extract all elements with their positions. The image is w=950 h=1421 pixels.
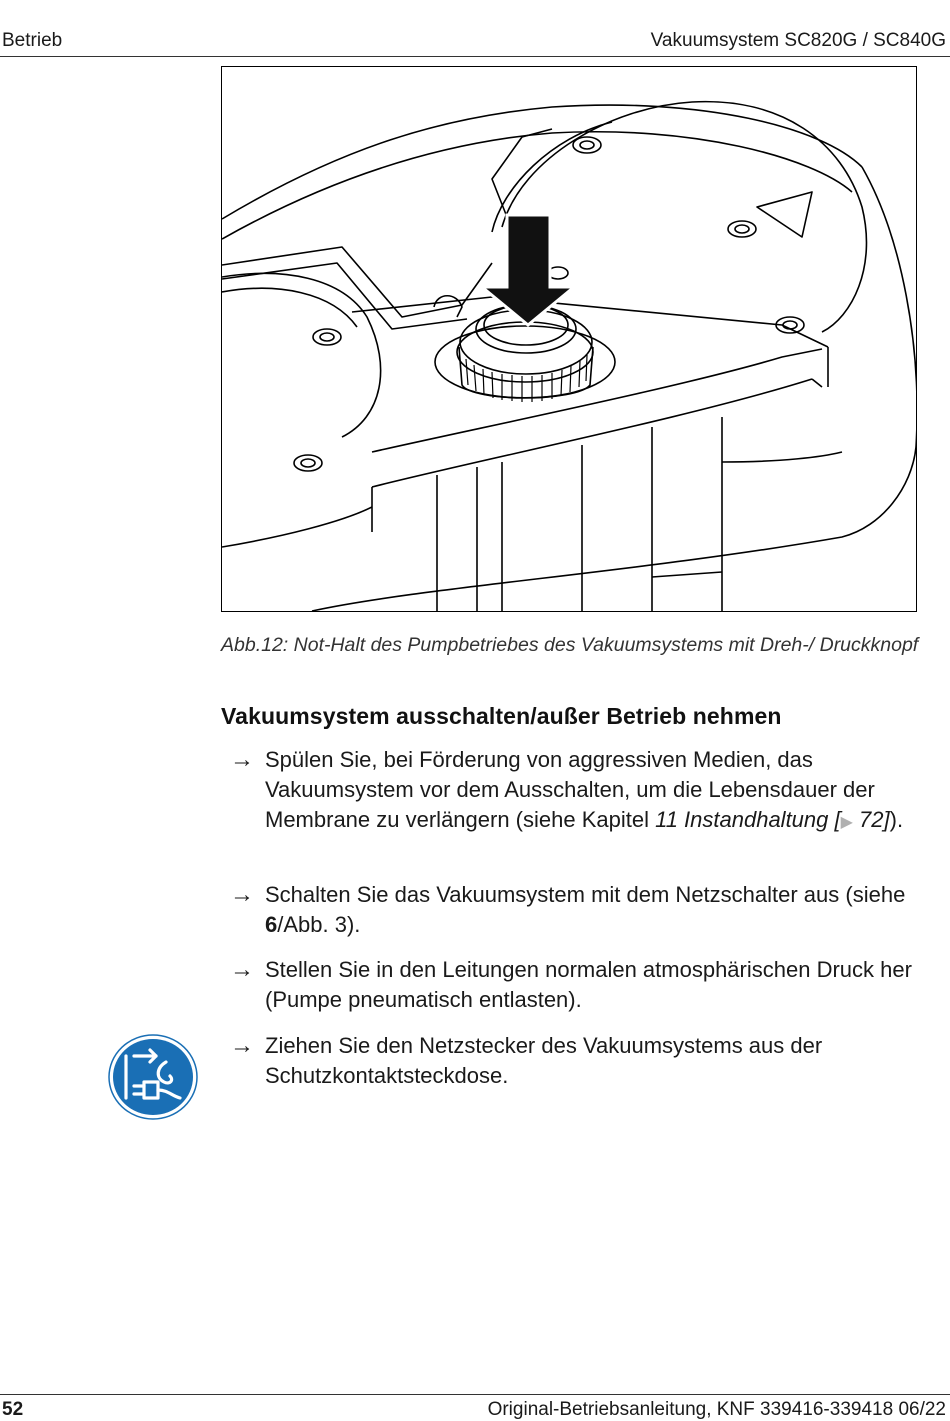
chapter-reference-link[interactable]: 11 Instandhaltung [▶ 72] — [655, 807, 890, 832]
header-section: Betrieb — [2, 30, 63, 51]
step-rinse — [230, 745, 930, 838]
figure-pump-top — [221, 66, 917, 612]
step-arrow-icon: → — [230, 956, 254, 983]
section-title: Vakuumsystem ausschalten/außer Betrieb nehmen — [221, 703, 782, 729]
reference-arrow-icon: ▶ — [840, 814, 853, 831]
footer-document: Original-Betriebsanleitung, KNF 339416-339418 06/22 — [487, 1399, 946, 1420]
page-header — [0, 0, 950, 56]
step-unplug — [230, 1031, 930, 1091]
step-arrow-icon: → — [230, 881, 254, 908]
figure-caption: Abb.12: Not-Halt des Pumpbetriebes des Vakuumsystems mit Dreh-/ Druckknopf — [221, 634, 919, 656]
step-text: Ziehen Sie den Netzstecker des Vakuumsystems aus der Schutzkontaktsteckdose. — [265, 1033, 823, 1088]
footer-divider — [0, 1394, 950, 1395]
header-product: Vakuumsystem SC820G / SC840G — [650, 30, 946, 51]
header-divider — [0, 56, 950, 57]
step-text: Schalten Sie das Vakuumsystem mit dem Netzschalter aus (siehe 6/Abb. 3). — [265, 882, 906, 937]
disconnect-mains-plug-icon — [108, 1034, 198, 1120]
step-arrow-icon: → — [230, 746, 254, 773]
page-number: 52 — [2, 1399, 24, 1420]
push-down-arrow-icon — [482, 215, 574, 325]
step-text: Stellen Sie in den Leitungen normalen atmosphärischen Druck her (Pumpe pneumatisch entlasten). — [265, 957, 912, 1012]
step-switch-off — [230, 880, 930, 940]
step-arrow-icon: → — [230, 1032, 254, 1059]
step-text: Spülen Sie, bei Förderung von aggressiven Medien, das Vakuumsystem vor dem Ausschalten, um die Lebensdauer der Membrane zu verlängern (siehe Kapitel 11 Instandhaltung [▶ 72]). — [265, 747, 904, 832]
pump-illustration — [222, 67, 916, 611]
step-atmospheric-pressure — [230, 955, 930, 1015]
